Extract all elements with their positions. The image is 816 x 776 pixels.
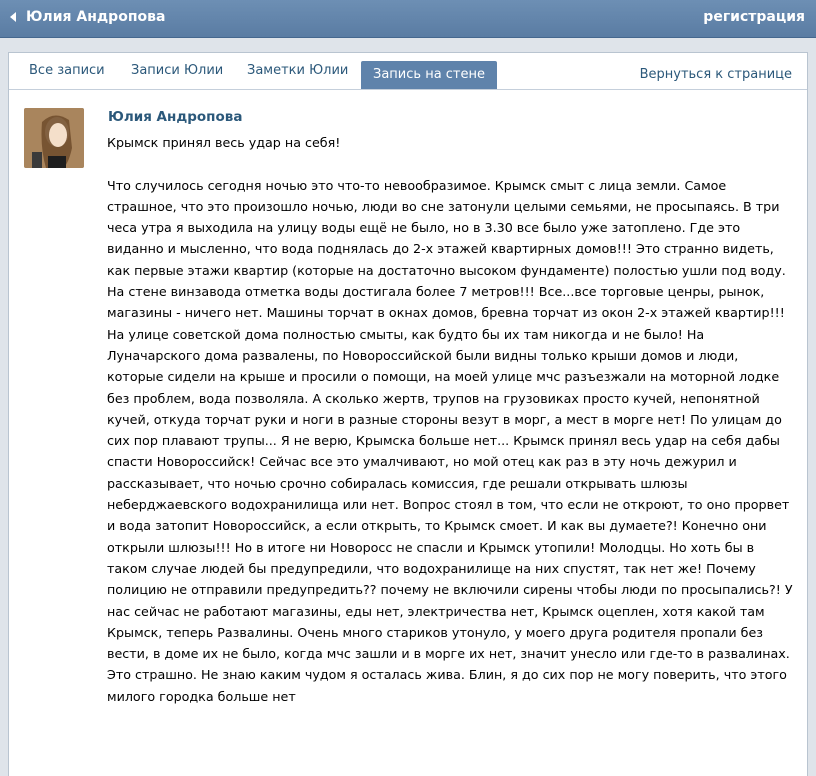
post-author[interactable]: Юлия Андропова bbox=[108, 109, 243, 125]
wall-post-panel bbox=[8, 52, 808, 776]
tab-all-posts[interactable]: Все записи bbox=[29, 63, 105, 78]
return-to-page-link[interactable]: Вернуться к странице bbox=[639, 67, 792, 82]
tab-wall-post[interactable]: Запись на стене bbox=[361, 61, 497, 89]
back-arrow-icon bbox=[10, 12, 16, 22]
tab-bar bbox=[9, 53, 807, 90]
back-link[interactable] bbox=[10, 9, 165, 25]
post-text: Крымск принял весь удар на себя! Что случилось сегодня ночью это что-то невообразимое. Крымск смыт с лица земли. Самое страшное, что это произошло ночью, люди во сне затонули целыми семьями, не просыпаясь. В три чеса утра я выходила на улицу воды ещё не было, но в 3.30 все было уже затоплено. Где это виданно и мысленно, что вода поднялась до 2-х этажей квартирных домов!!! Это странно видеть, как первые этажи квартир (которые на достаточно высоком фундаменте) полостью ушли под воду. На стене винзавода отметка воды достигала более 7 метров!!! Все...все торговые ценры, рынок, магазины - ничего нет. Машины торчат в окнах домов, бревна торчат из окон 2-х этажей квартир!!! На улице советской дома полностью смыты, как будто бы их там никогда и не было! На Луначарского дома развалены, по Новороссийской были видны только крыши домов и люди, которые сидели на крыше и просили о помощи, на моей улице мчс разъезжали на моторной лодке без проблем, вода позволяла. А сколько жертв, трупов на грузовиках просто кучей, непонятной кучей, откуда торчат руки и ноги в разные стороны везут в морг, а мест в морге нет! По улицам до сих пор плавают трупы... Я не верю, Крымска больше нет... Крымск принял весь удар на себя дабы спасти Новороссийск! Сейчас все это умалчивают, но мой отец как раз в эту ночь дежурил и рассказывает, что ночью срочно собиралась комиссия, где решали открывать шлюзы неберджаевского водохранилища или нет. Вопрос стоял в том, что если не откроют, то оно прорвет и вода затопит Новороссийск, а если открыть, то Крымск смоет. И как вы думаете?! Конечно они открыли шлюзы!!! Но в итоге ни Новоросс не спасли и Крымск утопили! Молодцы. Но хоть бы в таком случае людей бы предупредили, что водохранилище на них спустят, так нет же! Почему полицию не отправили предупредить?? почему не включили сирены чтобы люди по просыпались?! У нас сейчас не работают магазины, еды нет, электричества нет, Крымск оцеплен, хотя какой там Крымск, теперь Развалины. Очень много стариков утонуло, у моего друга родителя пропали без вести, в доме их не было, когда мчс зашли и в морге их нет, значит унесло или где-то в развалинах. Это страшно. Не знаю каким чудом я осталась жива. Блин, я до сих пор не могу поверить, что этого милого городка больше нет bbox=[107, 135, 793, 704]
register-link[interactable]: регистрация bbox=[703, 9, 805, 25]
top-bar bbox=[0, 0, 816, 38]
avatar[interactable] bbox=[24, 108, 84, 168]
tab-julia-notes[interactable]: Заметки Юлии bbox=[247, 63, 349, 78]
avatar-photo bbox=[24, 108, 84, 168]
back-link-label: Юлия Андропова bbox=[26, 9, 166, 25]
tab-julia-posts[interactable]: Записи Юлии bbox=[131, 63, 224, 78]
